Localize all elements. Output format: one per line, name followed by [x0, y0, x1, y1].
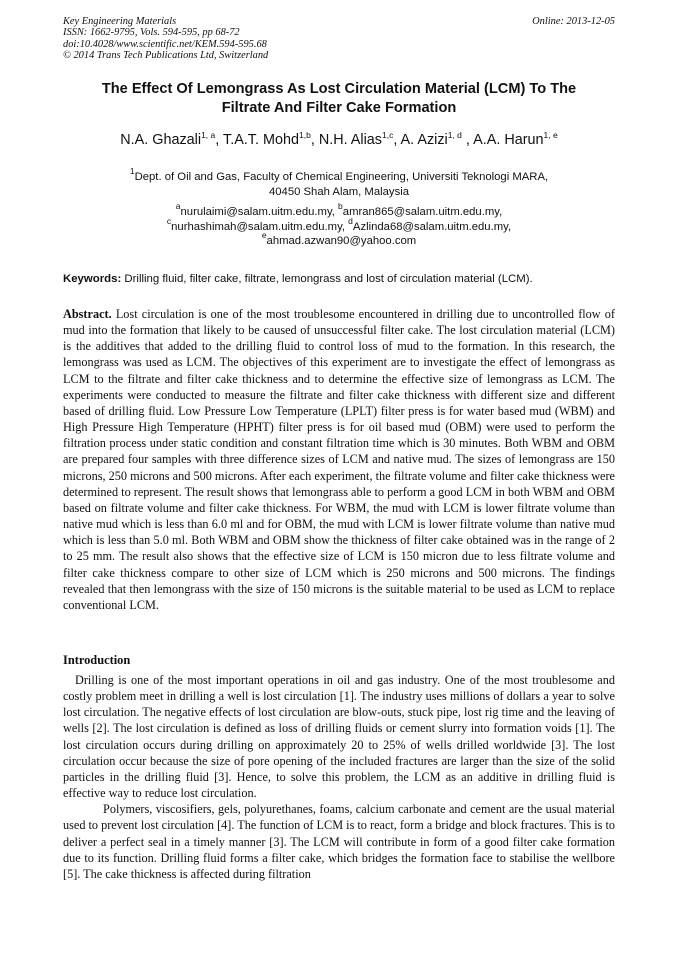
email-sep: ,: [507, 220, 512, 233]
title-line-1: The Effect Of Lemongrass As Lost Circulation Material (LCM) To The: [101, 81, 577, 97]
email-sup: e: [261, 230, 267, 240]
email-link-a[interactable]: nurulaimi@salam.uitm.edu.my: [180, 206, 332, 218]
email-sup: c: [166, 215, 172, 226]
email-line-2: [62, 215, 616, 235]
author-list: [62, 131, 616, 150]
keywords-label: Keywords:: [63, 273, 122, 285]
email-sup: a: [175, 201, 181, 211]
author-name: N.H. Alias: [318, 132, 382, 148]
email-list: [62, 201, 616, 249]
email-link-d[interactable]: Azlinda68@salam.uitm.edu.my: [352, 220, 508, 233]
doi-line: doi:10.4028/www.scientific.net/KEM.594-595.68: [63, 38, 267, 50]
email-link-c[interactable]: nurhashimah@salam.uitm.edu.my: [171, 220, 342, 233]
abstract-label: Abstract.: [63, 307, 112, 321]
author-sup: 1, e: [543, 130, 558, 140]
abstract-block: [63, 306, 615, 613]
introduction-body: [63, 672, 615, 882]
title-line-2: Filtrate And Filter Cake Formation: [221, 100, 457, 116]
author-sup: 1,b: [298, 130, 311, 140]
copyright-line: © 2014 Trans Tech Publications Ltd, Switzerland: [63, 49, 269, 61]
affiliation-line-1: [62, 166, 616, 185]
affiliation-sup: 1: [129, 166, 135, 176]
running-header: [63, 16, 615, 61]
author-sep: ,: [393, 132, 401, 148]
email-sup: d: [348, 215, 353, 226]
author-sep: ,: [215, 132, 223, 148]
author-sup: 1, d: [447, 130, 462, 140]
journal-name: Key Engineering Materials: [63, 16, 177, 27]
email-line-3: [62, 230, 616, 249]
paper-title: [62, 80, 616, 118]
online-date: Online: 2013-12-05: [532, 16, 615, 27]
author-name: T.A.T. Mohd: [223, 132, 299, 148]
author-name: A. Azizi: [400, 132, 448, 148]
email-sup: b: [338, 201, 343, 211]
intro-paragraph-1: Drilling is one of the most important operations in oil and gas industry. One of the most troublesome and costly problem meet in drilling a well is lost circulation [1]. The industry uses millions of dollars a year to solve lost circulation. The negative effects of lost circulation are blow-outs, stuck pipe, lost rig time and the leaving of wells [2]. The lost circulation is defined as loss of drilling fluids or cement slurry into formation voids [1]. The lost circulation occurs during drilling on approximately 20 to 25% of wells drilled worldwide [3]. The lost circulation occur because the size of pore opening of the included fractures are larger than the size of the solid particles in the drilling fluid [3]. Hence, to solve this problem, the LCM as an additive in drilling fluid is effective way to reduce lost circulation.: [63, 673, 615, 801]
email-link-b[interactable]: amran865@salam.uitm.edu.my: [342, 206, 500, 218]
keywords-block: [63, 272, 615, 286]
email-sep: ,: [499, 206, 503, 218]
keywords-text: Drilling fluid, filter cake, filtrate, lemongrass and lost of circulation material (LCM).: [124, 273, 533, 285]
author-name: N.A. Ghazali: [120, 132, 202, 148]
author-sup: 1, a: [201, 130, 216, 140]
author-sup: 1,c: [382, 130, 394, 140]
affiliation: [62, 166, 616, 200]
affiliation-text-1: Dept. of Oil and Gas, Faculty of Chemical Engineering, Universiti Teknologi MARA,: [134, 171, 549, 183]
author-sep: ,: [310, 132, 319, 148]
email-sep: ,: [331, 206, 339, 218]
intro-paragraph-2: Polymers, viscosifiers, gels, polyurethanes, foams, calcium carbonate and cement are the usual material used to prevent lost circulation [4]. The function of LCM is to react, form a bridge and block fractures. This is to deliver a perfect seal in a timely manner [3]. The LCM will contribute in form of a good filter cake formation due to its function. Drilling fluid forms a filter cake, which bridges the formation face to stabilise the wellbore [5]. The cake thickness is affected during filtration: [63, 802, 616, 881]
abstract-text: Lost circulation is one of the most troublesome encountered in drilling due to uncontrolled flow of mud into the formation that likely to be caused of unsuccessful filter cake. The lost circulation material (LCM) is the additives that added to the drilling fluid to control loss of mud to the formation. In this research, the lemongrass was used as LCM. The objectives of this experiment are to investigate the effect of lemongrass as LCM to the filtrate and filter cake thickness and to determine the effective size of lemongrass as LCM. The experiments were conducted to measure the filtrate and filter cake thickness with different size and different based of drilling fluid. Low Pressure Low Temperature (LPLT) filter press is for water based mud (WBM) and High Pressure High Temperature (HPHT) filter press is for oil based mud (OBM) were used to perform the filtration process under static condition and constant filtration time which is 30 minutes. Both WBM and OBM are prepared four samples with three difference sizes of LCM and native mud. The sizes of lemongrass are 150 microns, 250 microns and 500 microns. After each experiment, the filtrate volume and filter cake thickness were determined to represent. The result shows that lemongrass able to perform a good LCM in both WBM and OBM based on filtrate volume and filter cake thickness. For WBM, the mud with LCM is lower filtrate volume than native mud which is less than 6.0 ml and for OBM, the mud with LCM is lower filtrate volume than native mud which is less than 5.0 ml. Both WBM and OBM show the thickness of filter cake obtained was in the range of 2 to 25 mm. The result also shows that the effective size of LCM is 150 micron due to less filtrate volume and filter cake thickness compare to other size of LCM which is 250 microns and 500 microns. The findings revealed that then lemongrass with the size of 150 microns is the suitable material to be used as LCM to replace conventional LCM.: [63, 307, 616, 612]
email-link-e[interactable]: ahmad.azwan90@yahoo.com: [266, 235, 417, 247]
author-sep: ,: [461, 132, 474, 148]
issn-line: ISSN: 1662-9795, Vols. 594-595, pp 68-72: [63, 27, 240, 39]
email-sep: ,: [341, 220, 349, 233]
affiliation-line-2: 40450 Shah Alam, Malaysia: [268, 186, 410, 198]
introduction-heading: Introduction: [63, 653, 131, 667]
email-line-1: [62, 201, 616, 220]
author-name: A.A. Harun: [473, 132, 544, 148]
